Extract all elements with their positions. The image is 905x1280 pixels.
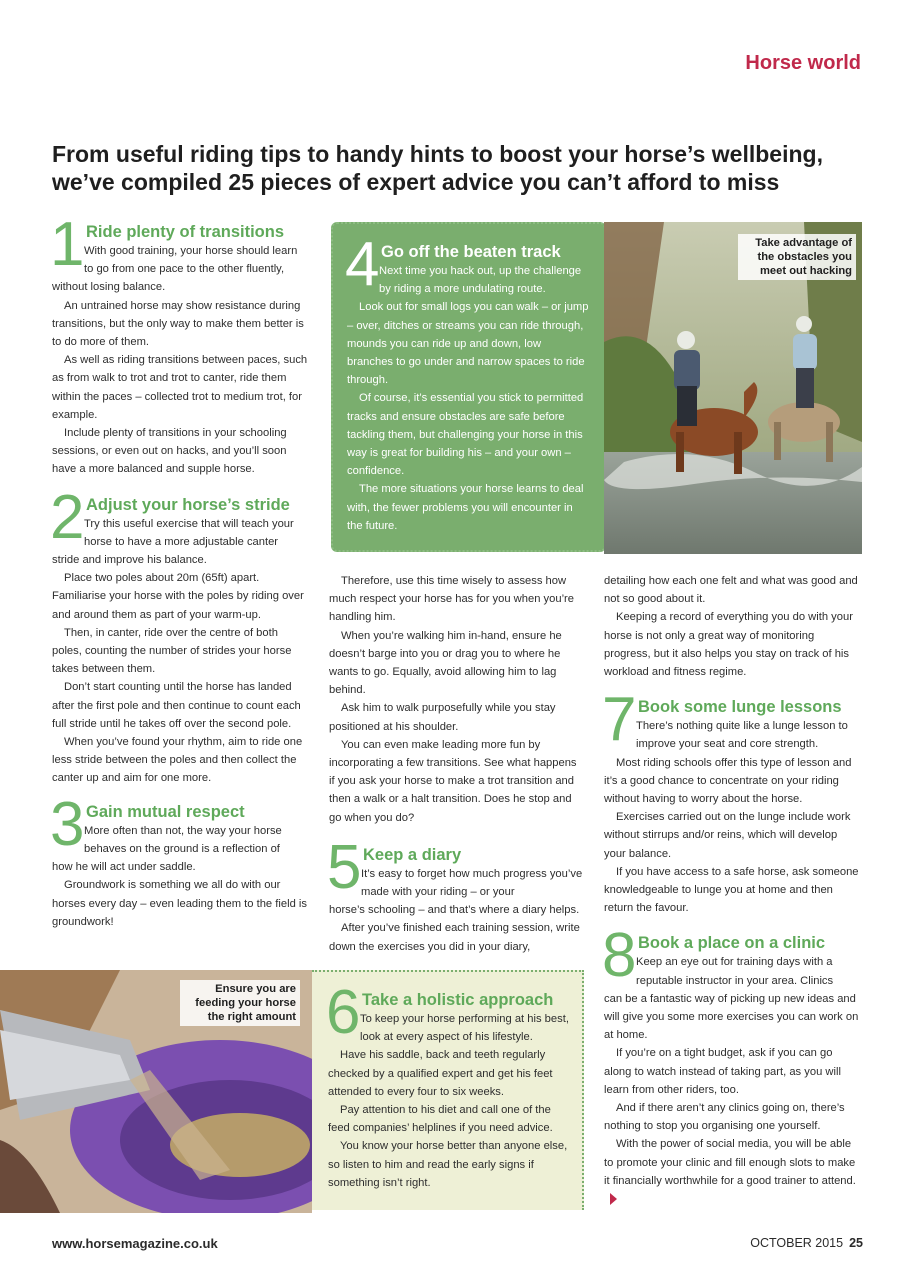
tip-4-box xyxy=(331,222,606,552)
tip-7 xyxy=(602,685,860,917)
tip-title: Go off the beaten track xyxy=(381,243,561,261)
tip-lead: To keep your horse performing at his best, look at every aspect of his lifestyle. xyxy=(360,1013,569,1044)
page-number: 25 xyxy=(849,1236,863,1250)
tip-paragraph-text: With the power of social media, you will be able to promote your clinic and fill enough slots to make it financially worthwhile for a good trainer to attend. xyxy=(604,1138,856,1187)
tip-number: 2 xyxy=(50,482,85,552)
tip-2 xyxy=(50,482,308,788)
tip-title: Take a holistic approach xyxy=(362,991,554,1009)
footer-url[interactable]: www.horsemagazine.co.uk xyxy=(52,1236,218,1251)
tip-number: 5 xyxy=(327,832,362,902)
page-headline: From useful riding tips to handy hints to boost your horse’s wellbeing, we’ve compiled 25 pieces of expert advice you can’t afford to miss xyxy=(52,141,823,195)
body-paragraph: Keeping a record of everything you do with your horse is not only a great way of monitoring progress, but it also helps you stay on track of his workload and fitness regime. xyxy=(604,611,853,679)
tip-8 xyxy=(602,921,860,1208)
tip-paragraph: If you have access to a safe horse, ask someone knowledgeable to lunge you at home and then return the favour. xyxy=(604,865,859,915)
section-label: Horse world xyxy=(745,52,861,74)
tip-number: 4 xyxy=(345,230,380,299)
tip-6-box xyxy=(312,970,584,1210)
tip-lead: Keep an eye out for training days with a reputable instructor in your area. Clinics xyxy=(636,956,834,987)
column-2 xyxy=(329,572,583,956)
tip-number: 3 xyxy=(50,789,85,859)
tip-paragraph: Then, in canter, ride over the centre of both poles, counting the number of strides your horse takes between them. xyxy=(52,626,292,676)
tip-paragraph xyxy=(604,1135,860,1208)
tip-paragraph: After you’ve finished each training session, write down the exercises you did in your diary, xyxy=(329,922,580,953)
tip-lead: There’s nothing quite like a lunge lesson to improve your seat and core strength. xyxy=(636,720,848,751)
tip-lead-tail: stride and improve his balance. xyxy=(52,554,207,567)
footer-folio xyxy=(750,1236,863,1250)
body-paragraph: Ask him to walk purposefully while you stay positioned at his shoulder. xyxy=(329,702,556,733)
tip-lead-tail: horse’s schooling – and that’s where a diary helps. xyxy=(329,904,580,917)
tip-lead-tail: can be a fantastic way of picking up new ideas and will give you some more exercises you can work on at home. xyxy=(604,992,859,1042)
tip-paragraph: Have his saddle, back and teeth regularly checked by a qualified expert and get his feet attended to every four to six weeks. xyxy=(328,1049,553,1098)
tip-title: Adjust your horse’s stride xyxy=(86,495,290,514)
hacking-photo xyxy=(604,222,862,554)
tip-number: 1 xyxy=(50,210,85,279)
tip-paragraph: If you’re on a tight budget, ask if you can go along to watch instead of taking part, as you will learn from other riders, too. xyxy=(604,1047,841,1096)
end-arrow-icon xyxy=(610,1193,617,1205)
tip-title: Book some lunge lessons xyxy=(638,698,842,717)
tip-title: Gain mutual respect xyxy=(86,802,245,821)
tip-paragraph: Look out for small logs you can walk – or jump – over, ditches or streams you can ride through, mounds you can ride up and down, low branches to go under and narrow spaces to ride through. xyxy=(347,301,589,387)
tip-title: Book a place on a clinic xyxy=(638,934,826,953)
tip-number: 8 xyxy=(602,921,637,991)
tip-number: 7 xyxy=(602,685,637,755)
tip-paragraph: Groundwork is something we all do with our horses every day – even leading them to the field is groundwork! xyxy=(52,879,307,928)
tip-4 xyxy=(345,230,590,535)
tip-paragraph: Place two poles about 20m (65ft) apart. Familiarise your horse with the poles by riding over and around them as part of your warm-up. xyxy=(52,572,304,621)
tip-paragraph: Include plenty of transitions in your schooling sessions, or even out on hacks, and you’ll soon have a more balanced and supple horse. xyxy=(52,427,287,476)
body-paragraph: You can even make leading more fun by incorporating a few transitions. See what happens if you ask your horse to make a trot transition and then a walk or a halt transition. Does he stop and go when you do? xyxy=(329,738,577,824)
tip-paragraph: And if there aren’t any clinics going on, there’s nothing to stop you organising one yourself. xyxy=(604,1102,845,1133)
body-paragraph: When you’re walking him in-hand, ensure he doesn’t barge into you or drag you to where he wants to go. Equally, avoid allowing him to lag behind. xyxy=(329,629,562,697)
body-paragraph: detailing how each one felt and what was good and not so good about it. xyxy=(604,575,858,606)
tip-lead-tail: how he will act under saddle. xyxy=(52,861,196,874)
tip-6 xyxy=(326,978,570,1192)
body-paragraph: Therefore, use this time wisely to assess how much respect your horse has for you when you’re handling him. xyxy=(329,575,575,624)
tip-lead: Try this useful exercise that will teach your horse to have a more adjustable canter xyxy=(84,517,294,548)
tip-lead: More often than not, the way your horse behaves on the ground is a reflection of xyxy=(84,824,282,855)
tip-paragraph: Exercises carried out on the lunge include work without stirrups and/or reins, which will develop your balance. xyxy=(604,811,851,860)
tip-paragraph: Pay attention to his diet and call one of the feed companies’ helplines if you need advice. xyxy=(328,1104,553,1135)
issue-date: OCTOBER 2015 xyxy=(750,1236,844,1250)
tip-number: 6 xyxy=(326,978,361,1047)
tip-paragraph: Of course, it’s essential you stick to permitted tracks and ensure obstacles are safe before tackling them, but challenging your horse in this way is great for building his – and your own – confidence. xyxy=(347,392,584,478)
tip-1 xyxy=(50,210,308,479)
tip-paragraph: An untrained horse may show resistance during transitions, but the only way to make them better is to do more of them. xyxy=(52,299,304,349)
tip-lead: With good training, your horse should learn to go from one pace to the other fluently, xyxy=(84,245,298,276)
tip-paragraph: Don’t start counting until the horse has landed after the first pole and then continue to count each full stride until he takes off over the second pole. xyxy=(52,681,301,730)
tip-paragraph: When you’ve found your rhythm, aim to ride one less stride between the poles and then collect the canter up and aim for one more. xyxy=(52,736,303,785)
photo-caption: Take advantage of the obstacles you meet out hacking xyxy=(738,234,856,280)
tip-paragraph: As well as riding transitions between paces, such as from walk to trot and trot to canter, ride them within the paces – collected trot to medium trot, for example. xyxy=(52,354,308,421)
tip-lead: It’s easy to forget how much progress you’ve made with your riding – or your xyxy=(361,867,583,899)
tip-paragraph: The more situations your horse learns to deal with, the fewer problems you will encounter in the future. xyxy=(347,483,584,532)
tip-title: Ride plenty of transitions xyxy=(86,223,285,241)
column-3 xyxy=(604,572,860,1208)
column-1 xyxy=(50,210,308,931)
tip-5 xyxy=(327,832,583,956)
tip-title: Keep a diary xyxy=(363,845,462,864)
tip-paragraph: You know your horse better than anyone else, so listen to him and read the early signs if something isn’t right. xyxy=(328,1140,568,1189)
tip-paragraph: Most riding schools offer this type of lesson and it’s a good chance to concentrate on your riding without having to worry about the horse. xyxy=(604,756,852,806)
photo-caption: Ensure you are feeding your horse the right amount xyxy=(180,980,300,1026)
tip-lead: Next time you hack out, up the challenge by riding a more undulating route. xyxy=(379,265,582,296)
feeding-photo xyxy=(0,970,312,1213)
tip-3 xyxy=(50,789,308,931)
tip-lead-tail: without losing balance. xyxy=(52,281,166,294)
